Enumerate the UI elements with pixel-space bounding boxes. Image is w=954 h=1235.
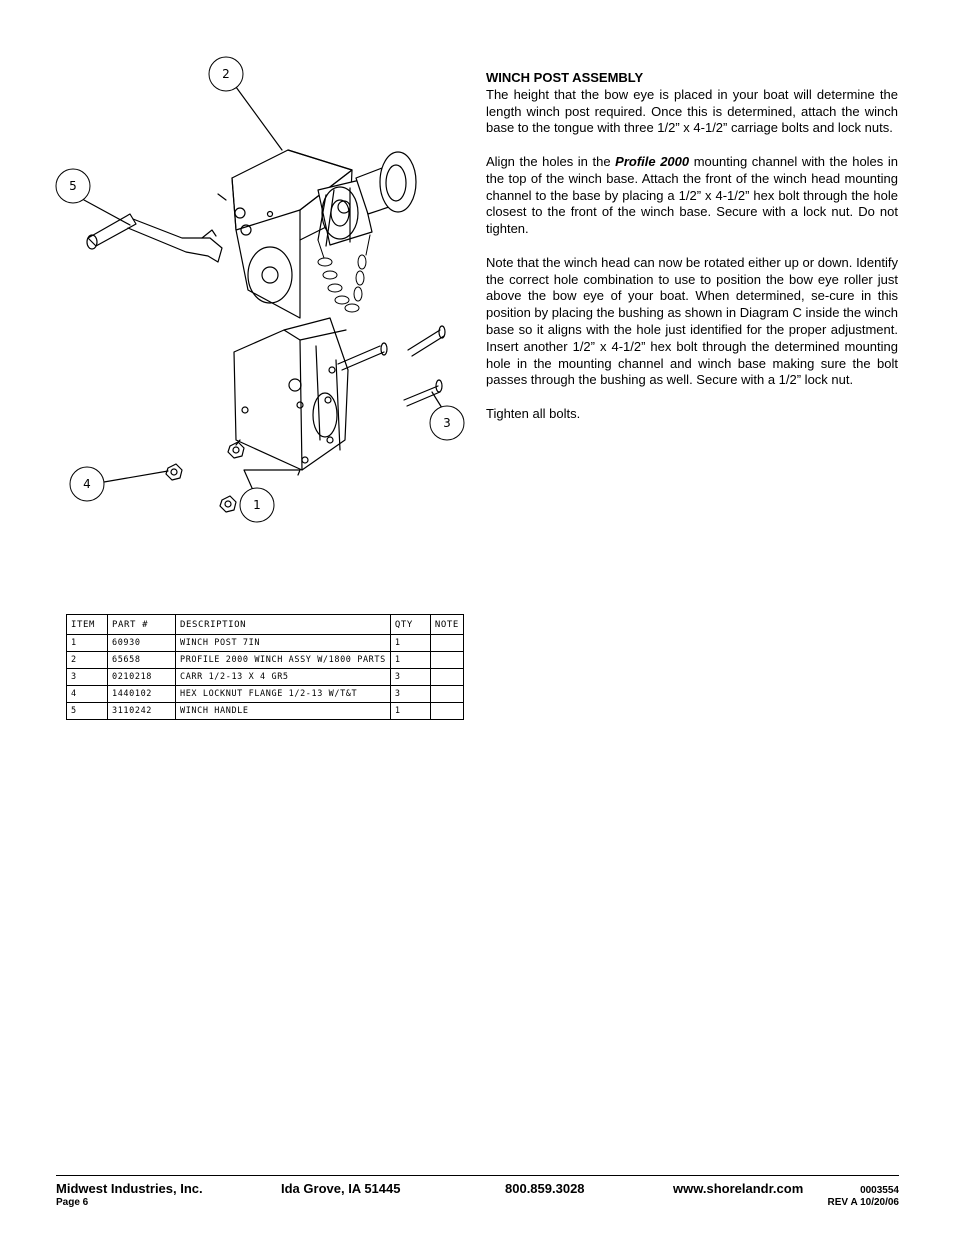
callout-4 [70,467,104,501]
callout-2 [209,57,243,91]
table-row [67,686,464,703]
cell-part: 1440102 [108,686,176,703]
table-row [67,652,464,669]
winch-handle-drawing [87,214,222,262]
svg-text:4: 4 [83,477,91,491]
paragraph-tongue-attachment: The height that the bow eye is placed in your boat will determine the length winch post required. Once this is determined, attach the winch base to the tongue with three 1/2” x 4-1/2” carriage bolts and lock nuts. [486,86,898,136]
cell-item: 3 [67,669,108,686]
paragraph-text: Align the holes in the [486,153,616,169]
paragraph-align-holes [486,154,898,238]
cell-note [430,635,463,652]
table-header-row [67,615,464,635]
paragraph-rotate-head: Note that the winch head can now be rotated either up or down. Identify the correct hole combination to use to position the bow eye roller just above the bow eye of your boat. When determined, se-cure in this position by placing the bushing as shown in Diagram C inside the winch base so it aligns with the hole just identified for the proper adjustment. Insert another 1/2” x 4-1/2” hex bolt through the determined mounting hole in the mounting channel and winch base making sure the bolt passes through the bushing as well. Secure with a 1/2” lock nut. [486,254,898,388]
cell-item: 1 [67,635,108,652]
cell-qty: 3 [390,686,430,703]
winch-assembly-diagram [40,40,480,540]
callout-5 [56,169,90,203]
cell-part: 3110242 [108,703,176,720]
cell-qty: 3 [390,669,430,686]
column-header-description: DESCRIPTION [176,615,391,635]
lock-nuts-drawing [166,442,244,512]
column-header-note: NOTE [430,615,463,635]
product-name: Profile 2000 [615,153,690,169]
cell-note [430,669,463,686]
table-row [67,669,464,686]
cell-note [430,703,463,720]
footer-rule [56,1175,899,1176]
callout-1 [240,488,274,522]
table-row [67,703,464,720]
section-heading: WINCH POST ASSEMBLY [486,70,644,85]
column-header-qty: QTY [390,615,430,635]
cell-part: 60930 [108,635,176,652]
cell-description: HEX LOCKNUT FLANGE 1/2-13 W/T&T [176,686,391,703]
paragraph-text: mounting channel with the holes in the top of the winch base. Attach the front of the winch head mounting channel to the base by placing a 1/2” x 4-1/2” hex bolt through the hole closest to the front of the winch base. Secure with a lock nut. Do not tighten. [486,153,898,237]
page-footer [56,1175,899,1209]
carriage-bolts-drawing [338,326,445,406]
cell-description: PROFILE 2000 WINCH ASSY W/1800 PARTS [176,652,391,669]
column-header-part: PART # [108,615,176,635]
cell-item: 4 [67,686,108,703]
cell-item: 2 [67,652,108,669]
column-header-item: ITEM [67,615,108,635]
winch-post-drawing [234,318,348,475]
svg-text:3: 3 [443,416,451,430]
svg-text:1: 1 [253,498,261,512]
svg-text:2: 2 [222,67,230,81]
revision: REV A 10/20/06 [827,1197,899,1208]
cell-qty: 1 [390,652,430,669]
cell-qty: 1 [390,703,430,720]
phone-number: 800.859.3028 [505,1181,585,1196]
document-number: 0003554 [860,1185,899,1196]
cell-part: 65658 [108,652,176,669]
callout-3 [430,406,464,440]
parts-table [66,614,464,720]
website: www.shorelandr.com [673,1181,804,1196]
company-name: Midwest Industries, Inc. [56,1181,203,1196]
cell-note [430,686,463,703]
cell-note [430,652,463,669]
page-number: Page 6 [56,1197,89,1208]
svg-text:5: 5 [69,179,77,193]
cell-item: 5 [67,703,108,720]
instructions-column [486,70,898,440]
cell-description: WINCH HANDLE [176,703,391,720]
cell-qty: 1 [390,635,430,652]
table-row [67,635,464,652]
paragraph-tighten: Tighten all bolts. [486,405,581,421]
cell-description: WINCH POST 7IN [176,635,391,652]
cell-part: 0210218 [108,669,176,686]
cell-description: CARR 1/2-13 X 4 GR5 [176,669,391,686]
company-location: Ida Grove, IA 51445 [281,1181,401,1196]
winch-assembly-drawing [218,150,416,318]
